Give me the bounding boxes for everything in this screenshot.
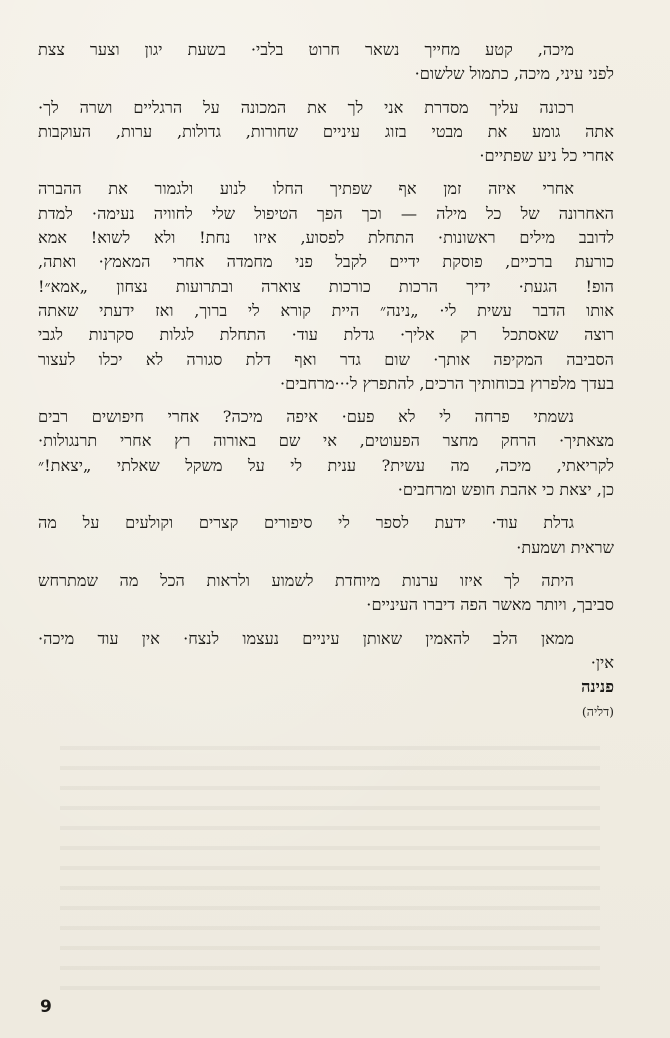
text-line: רכונה עליך מסדרת אני לך את המכונה על הרגליים ושרה לך·	[38, 97, 574, 117]
text-line: ממאן הלב להאמין שאותן עיניים נעצמו לנצח· אין עוד מיכה·	[38, 628, 574, 648]
text-line: גדלת עוד· ידעת לספר לי סיפורים קצרים וקולעים על מה	[38, 513, 574, 533]
text-line: לקריאתי, מיכה, מה עשית? ענית לי על משקל שאלתי „יצאת!״	[38, 455, 614, 475]
text-line: כן, יצאת כי אהבת חופש ומרחבים·	[397, 480, 614, 500]
paragraph	[38, 511, 614, 560]
text-line: כורעת ברכיים, פוסקת ידיים לקבל פני מחמדה אחרי המאמץ· ואתה,	[38, 252, 614, 272]
text-line: לפני עיני, מיכה, כתמול שלשום·	[414, 64, 614, 84]
text-line: מיכה, קטע מחייך נשאר חרוט בלבי· בשעת יגון וצער צצת	[38, 40, 574, 59]
paragraph	[38, 177, 614, 396]
paper-texture	[60, 730, 600, 990]
text-line: מצאתיך· הרחק מחצר הפעוטים, אי שם באורוה רץ אחרי תרנגולות·	[38, 431, 614, 451]
signature: פנינה	[581, 677, 614, 697]
text-line: הסביבה המקיפה אותך· שום גדר ואף דלת סגורה לא יכלו לעצור	[38, 349, 614, 369]
text-line: האחרונה של כל מילה — וכך הפך הטיפול שלי לחוויה נעימה· למדת	[38, 203, 614, 223]
text-line: בעדך מלפרוץ בכוחותיך הרכים, להתפרץ ל···מרחבים·	[280, 373, 614, 393]
page-number: 9	[40, 997, 52, 1017]
source-note: (דליה)	[581, 704, 614, 719]
text-line: רוצה שאסתכל רק אליך· גדלת עוד· התחלת לגלות סקרנות לגבי	[38, 325, 614, 345]
text-line: הופ! הגעת· ידיך הרכות כורכות צוארה ובתרועות נצחון „אמא״!	[38, 276, 614, 296]
text-line: אותו הדבר עשית לי· „נינה״ היית קורא לי ברוך, ואז ידעתי שאתה	[38, 300, 614, 320]
text-line: שראית ושמעת·	[516, 537, 614, 557]
paragraph	[38, 96, 614, 169]
text-line: אחרי איזה זמן אף שפתיך החלו לנוע ולגמור את ההברה	[38, 179, 574, 199]
paragraph	[38, 569, 614, 618]
text-line: סביבך, ויותר מאשר הפה דיברו העיניים·	[366, 595, 614, 615]
text-line: לדובב מילים ראשונות· התחלת לפסוע, איזו נחת! ולא לשוא! אמא	[38, 228, 614, 248]
text-line: אין·	[590, 652, 614, 672]
memorial-text	[38, 38, 614, 699]
text-line: אחרי כל ניע שפתיים·	[479, 146, 614, 166]
paragraph	[38, 627, 614, 676]
paragraph	[38, 405, 614, 502]
text-line: אתה גומע את מבטי בזוג עיניים שחורות, גדולות, ערות, העוקבות	[38, 121, 614, 141]
text-line: נשמתי פרחה לי לא פעם· איפה מיכה? אחרי חיפושים רבים	[38, 407, 574, 427]
text-line: היתה לך איזו ערנות מיוחדת לשמוע ולראות הכל מה שמתרחש	[38, 570, 574, 590]
paragraph	[38, 38, 614, 87]
